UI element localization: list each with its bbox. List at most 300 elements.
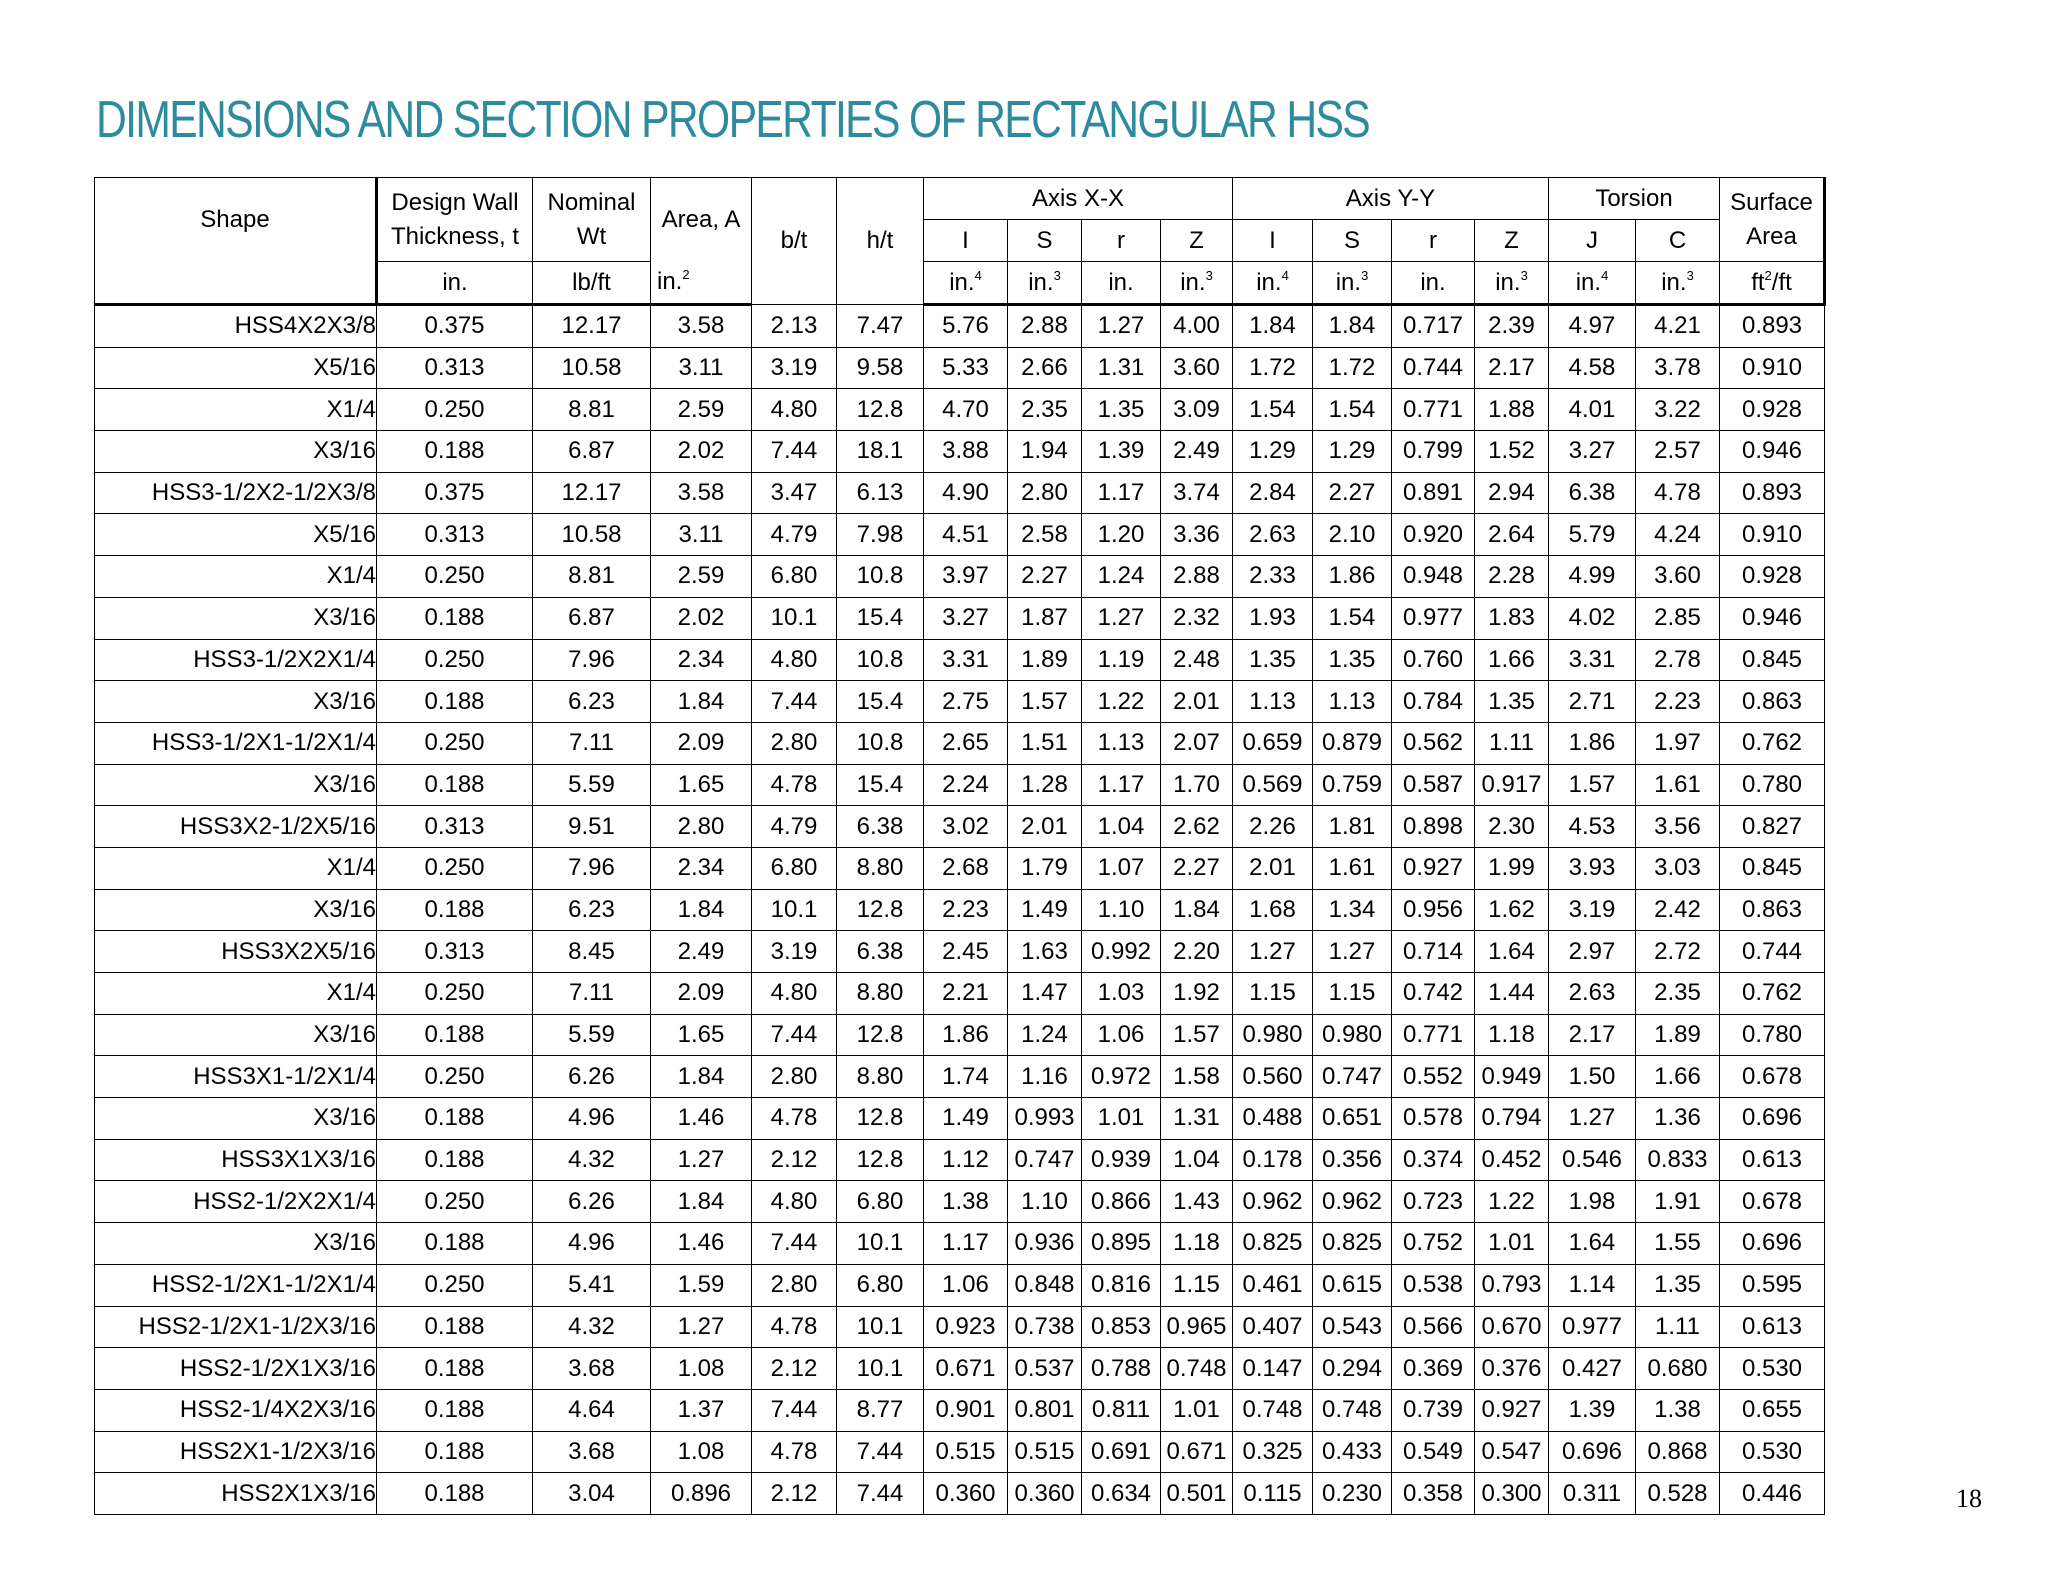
cell-xx-S: 2.01 — [1008, 806, 1082, 848]
header-yy-I: I — [1233, 220, 1313, 262]
cell-yy-Z: 0.917 — [1475, 764, 1549, 806]
cell-xx-I: 5.33 — [924, 347, 1008, 389]
cell-xx-Z: 1.01 — [1161, 1389, 1233, 1431]
cell-yy-Z: 0.949 — [1475, 1056, 1549, 1098]
cell-shape: X1/4 — [95, 556, 377, 598]
cell-surface-area: 0.655 — [1720, 1389, 1825, 1431]
unit-area: in.$^2$ — [651, 262, 752, 305]
cell-yy-S: 0.747 — [1313, 1056, 1392, 1098]
cell-surface-area: 0.910 — [1720, 347, 1825, 389]
cell-thickness: 0.188 — [377, 889, 533, 931]
cell-xx-S: 1.49 — [1008, 889, 1082, 931]
cell-xx-r: 1.17 — [1082, 472, 1161, 514]
cell-yy-Z: 1.99 — [1475, 847, 1549, 889]
cell-yy-S: 1.81 — [1313, 806, 1392, 848]
cell-yy-r: 0.374 — [1392, 1139, 1475, 1181]
cell-shape: HSS4X2X3/8 — [95, 305, 377, 348]
cell-shape: HSS3-1/2X2-1/2X3/8 — [95, 472, 377, 514]
cell-shape: X3/16 — [95, 1098, 377, 1140]
cell-xx-I: 2.45 — [924, 931, 1008, 973]
cell-yy-Z: 0.452 — [1475, 1139, 1549, 1181]
table-row — [95, 472, 1825, 514]
cell-xx-I: 1.74 — [924, 1056, 1008, 1098]
cell-h-t: 6.80 — [837, 1264, 924, 1306]
unit-xx-S: in.$^3$ — [1008, 262, 1082, 305]
cell-area: 1.84 — [651, 1181, 752, 1223]
cell-yy-I: 0.560 — [1233, 1056, 1313, 1098]
cell-b-t: 6.80 — [752, 556, 837, 598]
cell-xx-S: 2.66 — [1008, 347, 1082, 389]
cell-surface-area: 0.530 — [1720, 1431, 1825, 1473]
cell-yy-S: 1.61 — [1313, 847, 1392, 889]
cell-xx-S: 0.801 — [1008, 1389, 1082, 1431]
cell-xx-Z: 1.18 — [1161, 1223, 1233, 1265]
cell-yy-r: 0.552 — [1392, 1056, 1475, 1098]
cell-xx-Z: 3.60 — [1161, 347, 1233, 389]
cell-surface-area: 0.762 — [1720, 722, 1825, 764]
cell-yy-I: 0.407 — [1233, 1306, 1313, 1348]
header-xx-S: S — [1008, 220, 1082, 262]
cell-xx-I: 1.86 — [924, 1014, 1008, 1056]
unit-yy-I: in.$^4$ — [1233, 262, 1313, 305]
cell-yy-I: 0.325 — [1233, 1431, 1313, 1473]
cell-xx-Z: 0.501 — [1161, 1473, 1233, 1515]
cell-nominal-wt: 4.96 — [533, 1098, 651, 1140]
header-row-units — [95, 262, 1825, 305]
cell-thickness: 0.188 — [377, 1014, 533, 1056]
cell-b-t: 4.78 — [752, 1306, 837, 1348]
cell-h-t: 15.4 — [837, 764, 924, 806]
cell-xx-r: 1.13 — [1082, 722, 1161, 764]
cell-xx-S: 1.51 — [1008, 722, 1082, 764]
cell-yy-r: 0.784 — [1392, 681, 1475, 723]
cell-thickness: 0.375 — [377, 305, 533, 348]
cell-b-t: 4.79 — [752, 806, 837, 848]
cell-surface-area: 0.863 — [1720, 681, 1825, 723]
cell-h-t: 6.13 — [837, 472, 924, 514]
cell-torsion-J: 2.71 — [1549, 681, 1636, 723]
cell-yy-r: 0.920 — [1392, 514, 1475, 556]
cell-yy-S: 1.35 — [1313, 639, 1392, 681]
cell-yy-I: 0.147 — [1233, 1348, 1313, 1390]
cell-yy-r: 0.723 — [1392, 1181, 1475, 1223]
cell-xx-Z: 1.43 — [1161, 1181, 1233, 1223]
cell-surface-area: 0.780 — [1720, 1014, 1825, 1056]
cell-xx-r: 1.35 — [1082, 389, 1161, 431]
cell-b-t: 4.80 — [752, 389, 837, 431]
cell-b-t: 2.80 — [752, 1056, 837, 1098]
table-row — [95, 556, 1825, 598]
cell-yy-r: 0.566 — [1392, 1306, 1475, 1348]
cell-xx-S: 1.89 — [1008, 639, 1082, 681]
cell-h-t: 10.1 — [837, 1306, 924, 1348]
cell-nominal-wt: 6.26 — [533, 1056, 651, 1098]
cell-thickness: 0.188 — [377, 764, 533, 806]
cell-area: 1.27 — [651, 1306, 752, 1348]
cell-b-t: 4.80 — [752, 973, 837, 1015]
cell-surface-area: 0.928 — [1720, 389, 1825, 431]
table-row — [95, 1181, 1825, 1223]
cell-xx-S: 1.16 — [1008, 1056, 1082, 1098]
cell-yy-I: 1.13 — [1233, 681, 1313, 723]
cell-nominal-wt: 3.04 — [533, 1473, 651, 1515]
cell-xx-I: 0.671 — [924, 1348, 1008, 1390]
cell-xx-S: 0.537 — [1008, 1348, 1082, 1390]
cell-xx-r: 0.853 — [1082, 1306, 1161, 1348]
cell-torsion-C: 4.24 — [1636, 514, 1720, 556]
cell-xx-I: 4.70 — [924, 389, 1008, 431]
section-properties-table-container — [94, 177, 1826, 1515]
table-row — [95, 1264, 1825, 1306]
table-row — [95, 1389, 1825, 1431]
table-row — [95, 639, 1825, 681]
cell-xx-S: 2.58 — [1008, 514, 1082, 556]
cell-xx-Z: 0.965 — [1161, 1306, 1233, 1348]
cell-area: 1.65 — [651, 1014, 752, 1056]
cell-xx-r: 1.27 — [1082, 597, 1161, 639]
table-row — [95, 389, 1825, 431]
cell-xx-Z: 1.57 — [1161, 1014, 1233, 1056]
cell-yy-Z: 2.30 — [1475, 806, 1549, 848]
cell-torsion-J: 3.31 — [1549, 639, 1636, 681]
cell-thickness: 0.188 — [377, 1431, 533, 1473]
cell-xx-S: 0.936 — [1008, 1223, 1082, 1265]
cell-yy-Z: 1.01 — [1475, 1223, 1549, 1265]
cell-surface-area: 0.696 — [1720, 1098, 1825, 1140]
cell-b-t: 2.12 — [752, 1348, 837, 1390]
cell-b-t: 4.78 — [752, 1431, 837, 1473]
cell-b-t: 4.80 — [752, 1181, 837, 1223]
cell-yy-r: 0.977 — [1392, 597, 1475, 639]
cell-yy-r: 0.771 — [1392, 389, 1475, 431]
unit-yy-Z: in.$^3$ — [1475, 262, 1549, 305]
cell-area: 1.46 — [651, 1098, 752, 1140]
cell-torsion-C: 4.21 — [1636, 305, 1720, 348]
cell-shape: X1/4 — [95, 973, 377, 1015]
cell-xx-Z: 1.58 — [1161, 1056, 1233, 1098]
cell-torsion-C: 0.868 — [1636, 1431, 1720, 1473]
cell-yy-S: 1.15 — [1313, 973, 1392, 1015]
cell-shape: HSS2-1/2X2X1/4 — [95, 1181, 377, 1223]
cell-nominal-wt: 8.81 — [533, 389, 651, 431]
cell-yy-I: 0.488 — [1233, 1098, 1313, 1140]
cell-nominal-wt: 8.45 — [533, 931, 651, 973]
cell-h-t: 8.80 — [837, 1056, 924, 1098]
cell-yy-Z: 0.376 — [1475, 1348, 1549, 1390]
cell-area: 2.02 — [651, 597, 752, 639]
cell-area: 1.84 — [651, 681, 752, 723]
cell-b-t: 7.44 — [752, 431, 837, 473]
cell-b-t: 10.1 — [752, 889, 837, 931]
cell-xx-I: 2.68 — [924, 847, 1008, 889]
cell-torsion-C: 0.528 — [1636, 1473, 1720, 1515]
cell-xx-I: 1.49 — [924, 1098, 1008, 1140]
cell-thickness: 0.188 — [377, 431, 533, 473]
cell-xx-S: 0.993 — [1008, 1098, 1082, 1140]
cell-h-t: 7.44 — [837, 1473, 924, 1515]
cell-area: 2.34 — [651, 639, 752, 681]
cell-yy-S: 0.879 — [1313, 722, 1392, 764]
cell-torsion-J: 2.17 — [1549, 1014, 1636, 1056]
cell-yy-r: 0.369 — [1392, 1348, 1475, 1390]
cell-yy-S: 1.29 — [1313, 431, 1392, 473]
cell-torsion-J: 4.99 — [1549, 556, 1636, 598]
cell-yy-r: 0.760 — [1392, 639, 1475, 681]
cell-xx-S: 1.63 — [1008, 931, 1082, 973]
table-row — [95, 1098, 1825, 1140]
cell-thickness: 0.313 — [377, 514, 533, 556]
cell-yy-S: 1.86 — [1313, 556, 1392, 598]
cell-xx-r: 1.31 — [1082, 347, 1161, 389]
header-xx-I: I — [924, 220, 1008, 262]
cell-xx-Z: 4.00 — [1161, 305, 1233, 348]
cell-yy-S: 1.54 — [1313, 389, 1392, 431]
cell-thickness: 0.250 — [377, 1181, 533, 1223]
cell-yy-I: 0.748 — [1233, 1389, 1313, 1431]
cell-yy-I: 2.63 — [1233, 514, 1313, 556]
cell-shape: X3/16 — [95, 889, 377, 931]
cell-xx-Z: 2.01 — [1161, 681, 1233, 723]
header-torsion-J: J — [1549, 220, 1636, 262]
header-axis-xx: Axis X-X — [924, 178, 1233, 220]
cell-yy-I: 0.461 — [1233, 1264, 1313, 1306]
cell-surface-area: 0.595 — [1720, 1264, 1825, 1306]
cell-torsion-C: 0.833 — [1636, 1139, 1720, 1181]
cell-shape: X3/16 — [95, 1223, 377, 1265]
cell-xx-I: 2.65 — [924, 722, 1008, 764]
cell-h-t: 18.1 — [837, 431, 924, 473]
cell-yy-S: 0.543 — [1313, 1306, 1392, 1348]
cell-shape: HSS2X1-1/2X3/16 — [95, 1431, 377, 1473]
cell-yy-S: 2.10 — [1313, 514, 1392, 556]
cell-area: 2.59 — [651, 389, 752, 431]
cell-yy-I: 1.84 — [1233, 305, 1313, 348]
cell-h-t: 8.80 — [837, 847, 924, 889]
cell-area: 1.46 — [651, 1223, 752, 1265]
cell-nominal-wt: 9.51 — [533, 806, 651, 848]
cell-torsion-J: 5.79 — [1549, 514, 1636, 556]
cell-thickness: 0.188 — [377, 1348, 533, 1390]
cell-xx-Z: 1.31 — [1161, 1098, 1233, 1140]
cell-yy-Z: 1.35 — [1475, 681, 1549, 723]
cell-nominal-wt: 10.58 — [533, 514, 651, 556]
cell-surface-area: 0.893 — [1720, 305, 1825, 348]
header-area: Area, A — [651, 178, 752, 262]
cell-yy-I: 2.01 — [1233, 847, 1313, 889]
cell-yy-r: 0.562 — [1392, 722, 1475, 764]
cell-nominal-wt: 7.96 — [533, 847, 651, 889]
header-axis-yy: Axis Y-Y — [1233, 178, 1549, 220]
cell-thickness: 0.188 — [377, 1139, 533, 1181]
cell-torsion-C: 3.56 — [1636, 806, 1720, 848]
cell-torsion-J: 2.63 — [1549, 973, 1636, 1015]
cell-area: 1.84 — [651, 889, 752, 931]
table-row — [95, 889, 1825, 931]
cell-torsion-J: 4.97 — [1549, 305, 1636, 348]
cell-yy-r: 0.358 — [1392, 1473, 1475, 1515]
unit-xx-r: in. — [1082, 262, 1161, 305]
cell-b-t: 2.80 — [752, 1264, 837, 1306]
cell-nominal-wt: 6.87 — [533, 431, 651, 473]
cell-xx-S: 1.57 — [1008, 681, 1082, 723]
cell-xx-I: 3.02 — [924, 806, 1008, 848]
cell-shape: X1/4 — [95, 389, 377, 431]
cell-yy-S: 1.27 — [1313, 931, 1392, 973]
cell-yy-I: 0.980 — [1233, 1014, 1313, 1056]
header-b-t: b/t — [752, 178, 837, 305]
cell-torsion-C: 3.60 — [1636, 556, 1720, 598]
cell-yy-Z: 2.64 — [1475, 514, 1549, 556]
cell-nominal-wt: 5.59 — [533, 1014, 651, 1056]
cell-shape: HSS3X2-1/2X5/16 — [95, 806, 377, 848]
cell-nominal-wt: 7.11 — [533, 973, 651, 1015]
cell-torsion-C: 1.38 — [1636, 1389, 1720, 1431]
table-row — [95, 1348, 1825, 1390]
cell-xx-I: 0.360 — [924, 1473, 1008, 1515]
cell-xx-Z: 1.92 — [1161, 973, 1233, 1015]
cell-yy-r: 0.956 — [1392, 889, 1475, 931]
cell-nominal-wt: 12.17 — [533, 305, 651, 348]
cell-area: 2.02 — [651, 431, 752, 473]
cell-yy-Z: 1.52 — [1475, 431, 1549, 473]
cell-torsion-C: 4.78 — [1636, 472, 1720, 514]
cell-torsion-J: 4.02 — [1549, 597, 1636, 639]
cell-xx-S: 2.88 — [1008, 305, 1082, 348]
cell-yy-Z: 0.794 — [1475, 1098, 1549, 1140]
cell-surface-area: 0.863 — [1720, 889, 1825, 931]
cell-surface-area: 0.762 — [1720, 973, 1825, 1015]
cell-nominal-wt: 6.26 — [533, 1181, 651, 1223]
cell-xx-Z: 1.15 — [1161, 1264, 1233, 1306]
cell-area: 1.08 — [651, 1348, 752, 1390]
cell-xx-Z: 1.70 — [1161, 764, 1233, 806]
cell-h-t: 7.98 — [837, 514, 924, 556]
header-design-wall-thickness: Design Wall Thickness, t — [377, 178, 533, 262]
cell-xx-I: 2.24 — [924, 764, 1008, 806]
cell-xx-I: 3.31 — [924, 639, 1008, 681]
cell-b-t: 2.80 — [752, 722, 837, 764]
page-title: DIMENSIONS AND SECTION PROPERTIES OF RECTANGULAR HSS — [96, 91, 1370, 149]
cell-nominal-wt: 6.87 — [533, 597, 651, 639]
cell-yy-Z: 0.547 — [1475, 1431, 1549, 1473]
cell-nominal-wt: 4.32 — [533, 1306, 651, 1348]
cell-torsion-C: 3.22 — [1636, 389, 1720, 431]
table-row — [95, 1431, 1825, 1473]
cell-yy-r: 0.891 — [1392, 472, 1475, 514]
cell-xx-S: 1.28 — [1008, 764, 1082, 806]
cell-yy-I: 0.825 — [1233, 1223, 1313, 1265]
cell-yy-S: 0.759 — [1313, 764, 1392, 806]
cell-h-t: 10.8 — [837, 639, 924, 681]
cell-yy-S: 1.54 — [1313, 597, 1392, 639]
table-row — [95, 764, 1825, 806]
cell-surface-area: 0.678 — [1720, 1181, 1825, 1223]
cell-surface-area: 0.446 — [1720, 1473, 1825, 1515]
cell-thickness: 0.188 — [377, 681, 533, 723]
cell-torsion-J: 1.57 — [1549, 764, 1636, 806]
cell-torsion-J: 1.64 — [1549, 1223, 1636, 1265]
cell-yy-Z: 1.22 — [1475, 1181, 1549, 1223]
cell-xx-Z: 2.48 — [1161, 639, 1233, 681]
cell-thickness: 0.250 — [377, 847, 533, 889]
cell-xx-I: 0.515 — [924, 1431, 1008, 1473]
unit-xx-I: in.$^4$ — [924, 262, 1008, 305]
cell-xx-I: 2.75 — [924, 681, 1008, 723]
table-row — [95, 806, 1825, 848]
cell-xx-r: 1.22 — [1082, 681, 1161, 723]
cell-h-t: 12.8 — [837, 1098, 924, 1140]
cell-h-t: 9.58 — [837, 347, 924, 389]
cell-thickness: 0.188 — [377, 597, 533, 639]
cell-xx-r: 0.939 — [1082, 1139, 1161, 1181]
cell-h-t: 12.8 — [837, 889, 924, 931]
header-xx-Z: Z — [1161, 220, 1233, 262]
cell-surface-area: 0.744 — [1720, 931, 1825, 973]
cell-yy-S: 0.980 — [1313, 1014, 1392, 1056]
cell-torsion-J: 4.01 — [1549, 389, 1636, 431]
cell-xx-r: 0.895 — [1082, 1223, 1161, 1265]
cell-xx-r: 1.20 — [1082, 514, 1161, 556]
cell-h-t: 10.1 — [837, 1223, 924, 1265]
unit-wt: lb/ft — [533, 262, 651, 305]
table-row — [95, 973, 1825, 1015]
cell-xx-I: 3.27 — [924, 597, 1008, 639]
cell-shape: X3/16 — [95, 764, 377, 806]
cell-xx-r: 0.788 — [1082, 1348, 1161, 1390]
cell-yy-I: 1.27 — [1233, 931, 1313, 973]
cell-surface-area: 0.613 — [1720, 1139, 1825, 1181]
unit-torsion-J: in.$^4$ — [1549, 262, 1636, 305]
cell-thickness: 0.250 — [377, 1264, 533, 1306]
unit-yy-S: in.$^3$ — [1313, 262, 1392, 305]
cell-shape: HSS3X1X3/16 — [95, 1139, 377, 1181]
cell-h-t: 12.8 — [837, 1139, 924, 1181]
cell-xx-S: 1.94 — [1008, 431, 1082, 473]
cell-thickness: 0.188 — [377, 1098, 533, 1140]
cell-yy-S: 2.27 — [1313, 472, 1392, 514]
cell-h-t: 6.38 — [837, 806, 924, 848]
table-header — [95, 178, 1825, 305]
cell-area: 1.27 — [651, 1139, 752, 1181]
cell-xx-r: 0.816 — [1082, 1264, 1161, 1306]
cell-torsion-J: 3.19 — [1549, 889, 1636, 931]
cell-yy-r: 0.739 — [1392, 1389, 1475, 1431]
header-nominal-wt: Nominal Wt — [533, 178, 651, 262]
cell-nominal-wt: 7.96 — [533, 639, 651, 681]
cell-b-t: 2.12 — [752, 1139, 837, 1181]
cell-shape: HSS3X1-1/2X1/4 — [95, 1056, 377, 1098]
cell-xx-r: 1.04 — [1082, 806, 1161, 848]
cell-yy-I: 1.93 — [1233, 597, 1313, 639]
cell-b-t: 6.80 — [752, 847, 837, 889]
cell-yy-S: 1.72 — [1313, 347, 1392, 389]
cell-xx-r: 1.17 — [1082, 764, 1161, 806]
cell-yy-Z: 1.11 — [1475, 722, 1549, 764]
cell-surface-area: 0.780 — [1720, 764, 1825, 806]
cell-b-t: 2.12 — [752, 1473, 837, 1515]
cell-xx-S: 1.47 — [1008, 973, 1082, 1015]
cell-yy-I: 1.54 — [1233, 389, 1313, 431]
cell-torsion-J: 0.696 — [1549, 1431, 1636, 1473]
cell-xx-Z: 2.07 — [1161, 722, 1233, 764]
table-row — [95, 1473, 1825, 1515]
cell-xx-S: 1.87 — [1008, 597, 1082, 639]
unit-surface-area: $ft^2/ft$ — [1720, 262, 1825, 305]
cell-surface-area: 0.678 — [1720, 1056, 1825, 1098]
cell-yy-I: 1.68 — [1233, 889, 1313, 931]
table-row — [95, 847, 1825, 889]
cell-xx-Z: 2.32 — [1161, 597, 1233, 639]
